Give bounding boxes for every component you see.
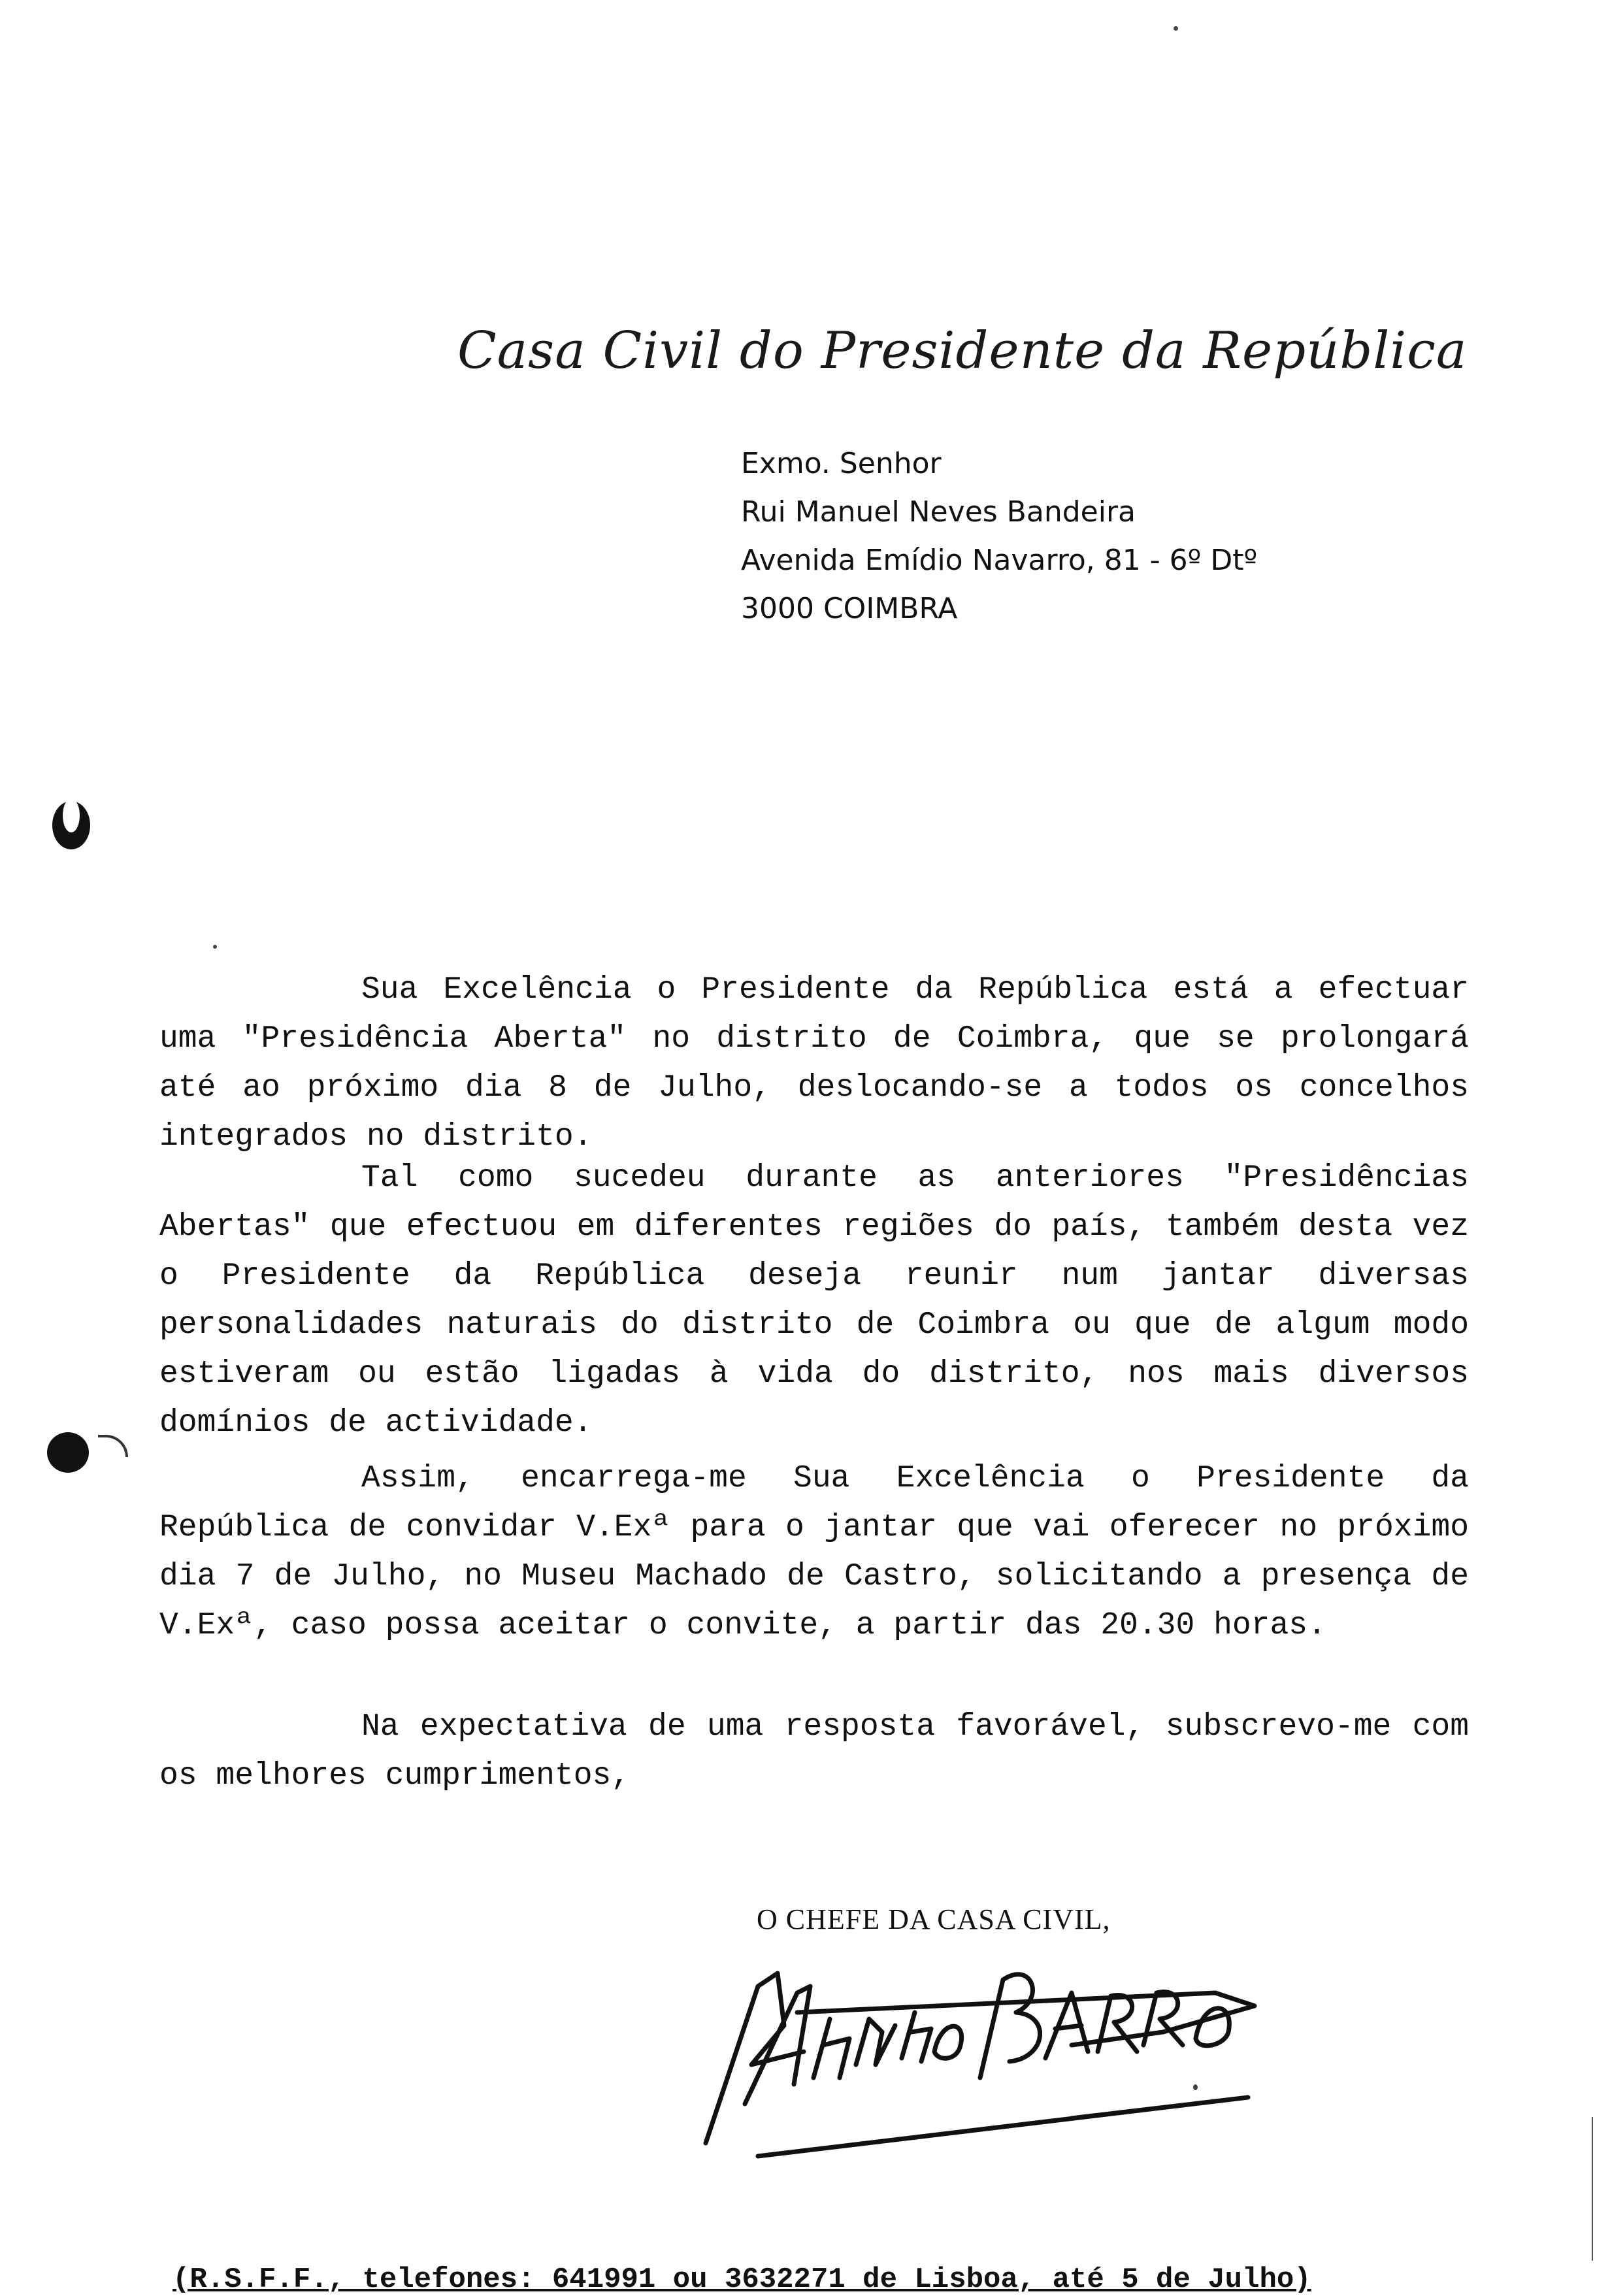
recipient-street: Avenida Emídio Navarro, 81 - 6º Dtº (741, 544, 1258, 577)
recipient-salutation: Exmo. Senhor (741, 447, 942, 480)
body-paragraph: Sua Excelência o Presidente da República está a efectuar uma "Presidência Aberta" no distrito de Coimbra, que se prolongará até ao próximo dia 8 de Julho, deslocando-se a todos os concelhos integrados no distrito. (159, 972, 1469, 1155)
speck (213, 945, 217, 949)
body-paragraph: Assim, encarrega-me Sua Excelência o Presidente da República de convidar V.Exª para o jantar que vai oferecer no próximo dia 7 de Julho, no Museu Machado de Castro, solicitando a presença de V.Exª, caso possa aceitar o convite, a partir das 20.30 horas. (159, 1461, 1469, 1643)
letterhead: Casa Civil do Presidente da República (457, 321, 1468, 380)
punch-hole-bottom (47, 1432, 89, 1473)
body-paragraph: Na expectativa de uma resposta favorável, subscrevo-me com os melhores cumprimentos, (159, 1709, 1469, 1794)
punch-hole-top-inner (63, 798, 80, 832)
recipient-city: 3000 COIMBRA (741, 592, 958, 625)
speck (1174, 26, 1178, 31)
signature-text (680, 1960, 685, 1961)
recipient-name: Rui Manuel Neves Bandeira (741, 495, 1136, 529)
punch-hole-bottom-mark (98, 1435, 128, 1457)
body-paragraph: Tal como sucedeu durante as anteriores "Presidências Abertas" que efectuou em diferentes regiões do país, também desta vez o Presidente da República deseja reunir num jantar diversas personalidades naturais do distrito de Coimbra ou que de algum modo estiveram ou estão ligadas à vida do distrito, nos mais diversos domínios de actividade. (159, 1160, 1469, 1441)
closing-title: O CHEFE DA CASA CIVIL, (757, 1903, 1111, 1935)
right-edge-line (1592, 2117, 1593, 2261)
signature (680, 1947, 1268, 2163)
footer-note: (R.S.F.F., telefones: 641991 ou 3632271 de Lisboa, até 5 de Julho) (172, 2263, 1311, 2296)
